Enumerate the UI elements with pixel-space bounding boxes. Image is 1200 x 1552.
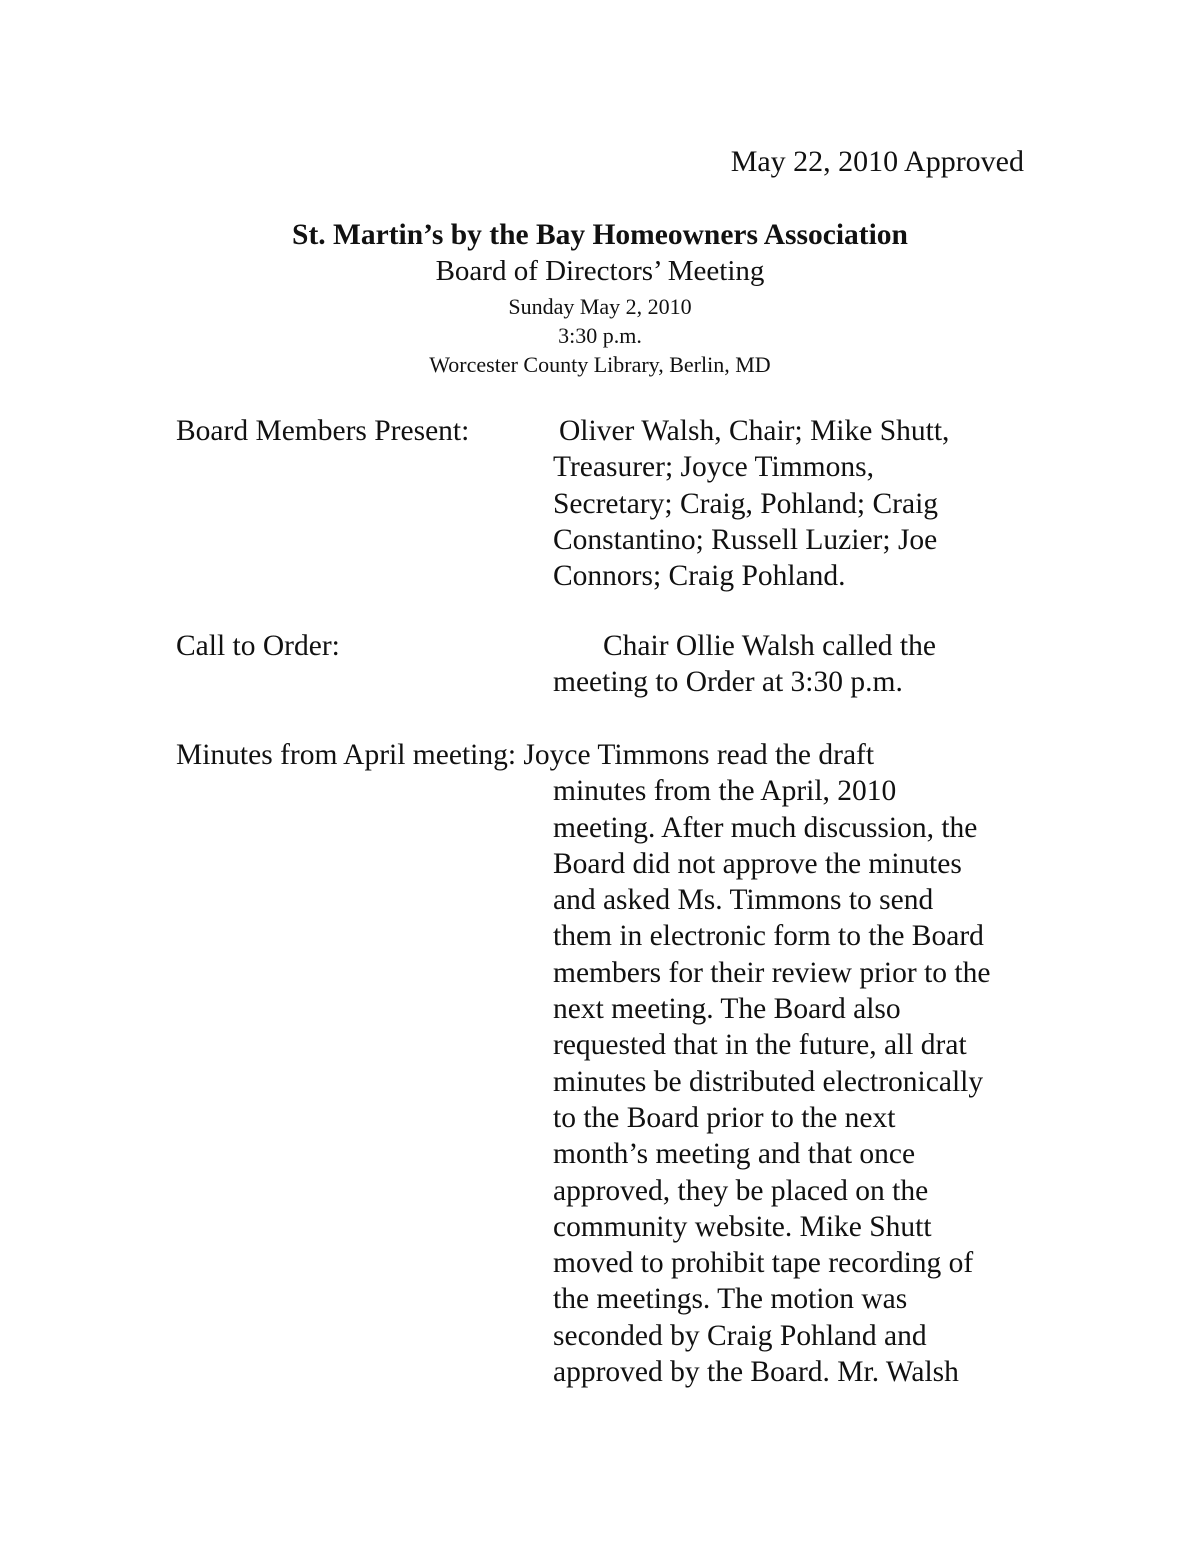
text-line: next meeting. The Board also <box>553 993 901 1026</box>
call-to-order-label: Call to Order: <box>176 630 340 662</box>
text-line: Board did not approve the minutes <box>553 847 962 880</box>
association-name: St. Martin’s by the Bay Homeowners Association <box>292 219 908 251</box>
meeting-time: 3:30 p.m. <box>558 323 642 348</box>
text-line: members for their review prior to the <box>553 956 991 989</box>
april-minutes-first-line: Minutes from April meeting: Joyce Timmons read the draft <box>176 739 875 771</box>
text-line: community website. Mike Shutt <box>553 1210 932 1243</box>
text-line: meeting. After much discussion, the <box>553 811 978 844</box>
text-line: Oliver Walsh, Chair; Mike Shutt, <box>559 415 950 447</box>
text-line: to the Board prior to the next <box>553 1101 896 1134</box>
document-heading <box>0 216 1200 379</box>
text-line: the meetings. The motion was <box>553 1283 908 1316</box>
text-line: meeting to Order at 3:30 p.m. <box>553 666 903 699</box>
april-minutes-text <box>553 773 1033 1390</box>
text-line: minutes from the April, 2010 <box>553 775 897 808</box>
text-line: month’s meeting and that once <box>553 1138 916 1171</box>
text-line: them in electronic form to the Board <box>553 920 984 953</box>
text-line: Chair Ollie Walsh called the <box>603 630 936 662</box>
meeting-date: Sunday May 2, 2010 <box>508 294 692 319</box>
text-line: and asked Ms. Timmons to send <box>553 884 934 917</box>
text-line: seconded by Craig Pohland and <box>553 1319 927 1352</box>
meeting-title: Board of Directors’ Meeting <box>435 255 765 287</box>
text-line: requested that in the future, all drat <box>553 1029 967 1062</box>
call-to-order-text <box>553 628 1033 701</box>
text-line: Treasurer; Joyce Timmons, <box>553 451 874 484</box>
text-line: minutes be distributed electronically <box>553 1065 984 1098</box>
text-line: approved by the Board. Mr. Walsh <box>553 1356 959 1389</box>
approval-status: May 22, 2010 Approved <box>730 145 1024 178</box>
text-line: Connors; Craig Pohland. <box>553 560 846 593</box>
meeting-location: Worcester County Library, Berlin, MD <box>429 352 771 377</box>
text-line: moved to prohibit tape recording of <box>553 1247 974 1280</box>
members-present-label: Board Members Present: <box>176 415 470 447</box>
text-line: Secretary; Craig, Pohland; Craig <box>553 487 939 520</box>
members-present-text <box>553 413 1033 594</box>
text-line: Constantino; Russell Luzier; Joe <box>553 523 938 556</box>
text-line: approved, they be placed on the <box>553 1174 929 1207</box>
